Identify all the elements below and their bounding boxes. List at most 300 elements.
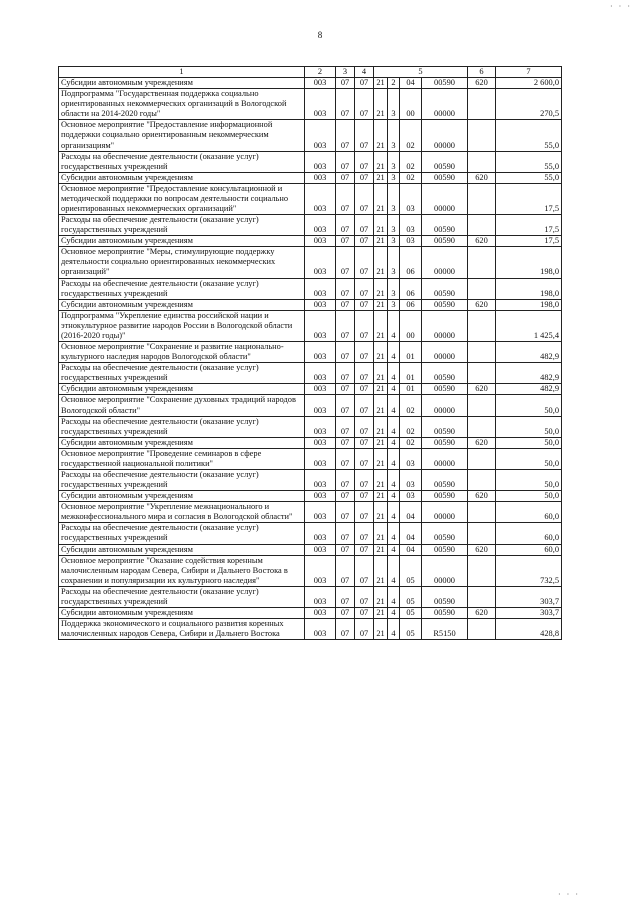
cell-event: 03 [400, 491, 422, 502]
row-name: Основное мероприятие "Проведение семинаров в сфере государственной национальной политики" [59, 448, 305, 469]
cell-article: 00590 [422, 523, 468, 544]
cell-pr: 07 [355, 310, 374, 341]
cell-pr: 07 [355, 586, 374, 607]
cell-target-program: 21 [374, 395, 388, 416]
cell-event: 03 [400, 469, 422, 490]
cell-target-program: 21 [374, 342, 388, 363]
cell-article: 00590 [422, 215, 468, 236]
cell-article: 00590 [422, 172, 468, 183]
cell-pr: 07 [355, 523, 374, 544]
cell-target-program: 21 [374, 384, 388, 395]
row-name: Основное мероприятие "Оказание содействия коренным малочисленным народам Севера, Сибири и Дальнего Востока в сохранении и популяризации их культурного наследия" [59, 555, 305, 586]
cell-event: 02 [400, 151, 422, 172]
cell-vr: 620 [468, 78, 496, 89]
table-row [59, 120, 562, 151]
cell-ved: 003 [305, 384, 336, 395]
cell-sum: 482,9 [496, 384, 562, 395]
cell-ved: 003 [305, 491, 336, 502]
row-name: Расходы на обеспечение деятельности (оказание услуг) государственных учреждений [59, 215, 305, 236]
table-row [59, 416, 562, 437]
cell-rz: 07 [336, 544, 355, 555]
row-name: Основное мероприятие "Меры, стимулирующие поддержку деятельности социально ориентированных некоммерческих организаций" [59, 247, 305, 278]
cell-ved: 003 [305, 236, 336, 247]
page-number: 8 [317, 30, 323, 40]
cell-vr [468, 523, 496, 544]
row-name: Субсидии автономным учреждениям [59, 491, 305, 502]
cell-pr: 07 [355, 247, 374, 278]
cell-rz: 07 [336, 363, 355, 384]
cell-ved: 003 [305, 151, 336, 172]
cell-pr: 07 [355, 363, 374, 384]
cell-subprogram: 4 [388, 448, 400, 469]
cell-article: 00590 [422, 384, 468, 395]
cell-subprogram: 4 [388, 544, 400, 555]
table-row [59, 586, 562, 607]
cell-article: 00590 [422, 416, 468, 437]
table-row [59, 502, 562, 523]
cell-vr [468, 310, 496, 341]
cell-subprogram: 3 [388, 215, 400, 236]
scan-corner-mark: · · · [610, 2, 632, 11]
table-header-row [59, 67, 562, 78]
cell-ved: 003 [305, 523, 336, 544]
table-row [59, 384, 562, 395]
row-name: Субсидии автономным учреждениям [59, 437, 305, 448]
cell-pr: 07 [355, 607, 374, 618]
cell-sum: 60,0 [496, 502, 562, 523]
cell-vr [468, 502, 496, 523]
cell-event: 02 [400, 416, 422, 437]
cell-sum: 428,8 [496, 619, 562, 640]
cell-subprogram: 4 [388, 607, 400, 618]
cell-target-program: 21 [374, 236, 388, 247]
table-row [59, 247, 562, 278]
row-name: Основное мероприятие "Сохранение и развитие национально-культурного наследия народов Вологодской области" [59, 342, 305, 363]
cell-subprogram: 4 [388, 502, 400, 523]
cell-sum: 732,5 [496, 555, 562, 586]
cell-target-program: 21 [374, 586, 388, 607]
cell-pr: 07 [355, 78, 374, 89]
cell-vr: 620 [468, 384, 496, 395]
cell-vr [468, 342, 496, 363]
cell-pr: 07 [355, 236, 374, 247]
cell-sum: 60,0 [496, 544, 562, 555]
cell-pr: 07 [355, 89, 374, 120]
cell-vr: 620 [468, 299, 496, 310]
cell-ved: 003 [305, 395, 336, 416]
cell-subprogram: 3 [388, 236, 400, 247]
cell-article: 00000 [422, 247, 468, 278]
cell-vr [468, 416, 496, 437]
cell-article: 00000 [422, 395, 468, 416]
cell-rz: 07 [336, 78, 355, 89]
cell-article: 00590 [422, 491, 468, 502]
cell-ved: 003 [305, 586, 336, 607]
cell-target-program: 21 [374, 310, 388, 341]
table-row [59, 544, 562, 555]
cell-article: 00000 [422, 555, 468, 586]
cell-sum: 270,5 [496, 89, 562, 120]
cell-event: 03 [400, 215, 422, 236]
header-col-pr: 4 [355, 67, 374, 78]
cell-event: 05 [400, 607, 422, 618]
header-col-vr: 6 [468, 67, 496, 78]
cell-ved: 003 [305, 448, 336, 469]
cell-subprogram: 4 [388, 586, 400, 607]
row-name: Субсидии автономным учреждениям [59, 384, 305, 395]
cell-vr [468, 448, 496, 469]
cell-ved: 003 [305, 215, 336, 236]
cell-event: 06 [400, 247, 422, 278]
cell-article: 00000 [422, 502, 468, 523]
cell-event: 03 [400, 448, 422, 469]
cell-event: 06 [400, 299, 422, 310]
row-name: Поддержка экономического и социального развития коренных малочисленных народов Севера, Сибири и Дальнего Востока [59, 619, 305, 640]
cell-article: 00590 [422, 78, 468, 89]
cell-vr [468, 215, 496, 236]
cell-event: 04 [400, 544, 422, 555]
cell-article: 00590 [422, 278, 468, 299]
cell-pr: 07 [355, 120, 374, 151]
table-row [59, 172, 562, 183]
cell-vr: 620 [468, 544, 496, 555]
cell-rz: 07 [336, 395, 355, 416]
cell-rz: 07 [336, 491, 355, 502]
cell-sum: 482,9 [496, 342, 562, 363]
cell-article: 00590 [422, 469, 468, 490]
cell-ved: 003 [305, 342, 336, 363]
cell-target-program: 21 [374, 278, 388, 299]
cell-rz: 07 [336, 416, 355, 437]
cell-rz: 07 [336, 469, 355, 490]
cell-sum: 55,0 [496, 172, 562, 183]
row-name: Субсидии автономным учреждениям [59, 236, 305, 247]
table-row [59, 236, 562, 247]
cell-sum: 2 600,0 [496, 78, 562, 89]
cell-event: 02 [400, 437, 422, 448]
cell-rz: 07 [336, 89, 355, 120]
cell-article: 00000 [422, 448, 468, 469]
cell-pr: 07 [355, 555, 374, 586]
cell-sum: 198,0 [496, 299, 562, 310]
cell-sum: 50,0 [496, 395, 562, 416]
cell-rz: 07 [336, 437, 355, 448]
cell-target-program: 21 [374, 544, 388, 555]
cell-article: 00590 [422, 363, 468, 384]
cell-ved: 003 [305, 555, 336, 586]
cell-subprogram: 3 [388, 183, 400, 214]
cell-sum: 55,0 [496, 120, 562, 151]
row-name: Субсидии автономным учреждениям [59, 172, 305, 183]
cell-article: R5150 [422, 619, 468, 640]
cell-event: 01 [400, 384, 422, 395]
cell-target-program: 21 [374, 416, 388, 437]
cell-event: 04 [400, 502, 422, 523]
table-body [59, 78, 562, 640]
cell-event: 06 [400, 278, 422, 299]
cell-ved: 003 [305, 619, 336, 640]
cell-rz: 07 [336, 299, 355, 310]
cell-pr: 07 [355, 395, 374, 416]
cell-event: 05 [400, 586, 422, 607]
row-name: Субсидии автономным учреждениям [59, 607, 305, 618]
table-row [59, 491, 562, 502]
cell-sum: 17,5 [496, 215, 562, 236]
cell-target-program: 21 [374, 502, 388, 523]
table-row [59, 310, 562, 341]
cell-article: 00590 [422, 437, 468, 448]
cell-pr: 07 [355, 448, 374, 469]
cell-subprogram: 3 [388, 151, 400, 172]
cell-pr: 07 [355, 469, 374, 490]
cell-ved: 003 [305, 544, 336, 555]
cell-vr: 620 [468, 491, 496, 502]
row-name: Расходы на обеспечение деятельности (оказание услуг) государственных учреждений [59, 151, 305, 172]
cell-event: 01 [400, 342, 422, 363]
table-row [59, 363, 562, 384]
cell-vr [468, 469, 496, 490]
cell-ved: 003 [305, 183, 336, 214]
cell-target-program: 21 [374, 448, 388, 469]
cell-target-program: 21 [374, 183, 388, 214]
cell-subprogram: 2 [388, 78, 400, 89]
cell-rz: 07 [336, 247, 355, 278]
cell-vr [468, 120, 496, 151]
cell-target-program: 21 [374, 89, 388, 120]
header-col-ved: 2 [305, 67, 336, 78]
cell-vr [468, 183, 496, 214]
cell-rz: 07 [336, 120, 355, 151]
cell-event: 00 [400, 310, 422, 341]
cell-ved: 003 [305, 416, 336, 437]
cell-target-program: 21 [374, 299, 388, 310]
table-row [59, 342, 562, 363]
cell-rz: 07 [336, 384, 355, 395]
cell-target-program: 21 [374, 491, 388, 502]
cell-sum: 17,5 [496, 236, 562, 247]
table-row [59, 183, 562, 214]
cell-subprogram: 4 [388, 619, 400, 640]
table-row [59, 215, 562, 236]
cell-article: 00590 [422, 586, 468, 607]
cell-sum: 50,0 [496, 448, 562, 469]
row-name: Субсидии автономным учреждениям [59, 299, 305, 310]
cell-pr: 07 [355, 183, 374, 214]
cell-event: 03 [400, 183, 422, 214]
cell-rz: 07 [336, 151, 355, 172]
cell-vr: 620 [468, 236, 496, 247]
cell-sum: 303,7 [496, 586, 562, 607]
cell-rz: 07 [336, 586, 355, 607]
cell-vr [468, 278, 496, 299]
cell-subprogram: 3 [388, 120, 400, 151]
row-name: Расходы на обеспечение деятельности (оказание услуг) государственных учреждений [59, 523, 305, 544]
cell-ved: 003 [305, 363, 336, 384]
cell-rz: 07 [336, 607, 355, 618]
cell-target-program: 21 [374, 120, 388, 151]
row-name: Расходы на обеспечение деятельности (оказание услуг) государственных учреждений [59, 363, 305, 384]
cell-rz: 07 [336, 448, 355, 469]
cell-event: 02 [400, 395, 422, 416]
cell-pr: 07 [355, 544, 374, 555]
cell-subprogram: 3 [388, 299, 400, 310]
cell-article: 00590 [422, 299, 468, 310]
budget-table [58, 66, 562, 640]
cell-ved: 003 [305, 469, 336, 490]
cell-rz: 07 [336, 523, 355, 544]
cell-event: 04 [400, 78, 422, 89]
cell-subprogram: 3 [388, 89, 400, 120]
table-row [59, 448, 562, 469]
cell-target-program: 21 [374, 607, 388, 618]
row-name: Основное мероприятие "Укрепление межнационального и межконфессионального мира и согласия в Вологодской области" [59, 502, 305, 523]
cell-ved: 003 [305, 120, 336, 151]
cell-subprogram: 4 [388, 555, 400, 586]
cell-event: 03 [400, 236, 422, 247]
cell-ved: 003 [305, 247, 336, 278]
cell-event: 01 [400, 363, 422, 384]
table-row [59, 523, 562, 544]
cell-sum: 198,0 [496, 247, 562, 278]
cell-target-program: 21 [374, 437, 388, 448]
header-col-sum: 7 [496, 67, 562, 78]
row-name: Основное мероприятие "Предоставление консультационной и методической поддержки по вопросам деятельности социально ориентированных некоммерческих организаций" [59, 183, 305, 214]
cell-vr [468, 555, 496, 586]
cell-article: 00000 [422, 310, 468, 341]
header-col-name: 1 [59, 67, 305, 78]
cell-sum: 50,0 [496, 437, 562, 448]
cell-rz: 07 [336, 310, 355, 341]
cell-rz: 07 [336, 183, 355, 214]
cell-article: 00000 [422, 342, 468, 363]
row-name: Расходы на обеспечение деятельности (оказание услуг) государственных учреждений [59, 278, 305, 299]
cell-event: 05 [400, 555, 422, 586]
cell-event: 02 [400, 120, 422, 151]
cell-subprogram: 4 [388, 416, 400, 437]
cell-pr: 07 [355, 619, 374, 640]
cell-vr [468, 395, 496, 416]
cell-pr: 07 [355, 416, 374, 437]
cell-article: 00000 [422, 183, 468, 214]
cell-target-program: 21 [374, 363, 388, 384]
cell-vr [468, 151, 496, 172]
row-name: Основное мероприятие "Предоставление информационной поддержки социально ориентированным некоммерческим организациям" [59, 120, 305, 151]
cell-sum: 50,0 [496, 416, 562, 437]
row-name: Субсидии автономным учреждениям [59, 544, 305, 555]
cell-vr [468, 586, 496, 607]
cell-ved: 003 [305, 278, 336, 299]
cell-event: 02 [400, 172, 422, 183]
table-row [59, 151, 562, 172]
table-row [59, 555, 562, 586]
cell-article: 00000 [422, 89, 468, 120]
cell-pr: 07 [355, 299, 374, 310]
cell-rz: 07 [336, 278, 355, 299]
cell-ved: 003 [305, 299, 336, 310]
cell-rz: 07 [336, 555, 355, 586]
cell-rz: 07 [336, 172, 355, 183]
cell-subprogram: 4 [388, 384, 400, 395]
row-name: Основное мероприятие "Сохранение духовных традиций народов Вологодской области" [59, 395, 305, 416]
table-row [59, 278, 562, 299]
cell-ved: 003 [305, 607, 336, 618]
cell-sum: 198,0 [496, 278, 562, 299]
cell-rz: 07 [336, 342, 355, 363]
cell-article: 00590 [422, 544, 468, 555]
header-col-target: 5 [374, 67, 468, 78]
row-name: Расходы на обеспечение деятельности (оказание услуг) государственных учреждений [59, 469, 305, 490]
cell-subprogram: 3 [388, 247, 400, 278]
cell-pr: 07 [355, 491, 374, 502]
row-name: Подпрограмма "Укрепление единства российской нации и этнокультурное развитие народов России в Вологодской области (2016-2020 годы)" [59, 310, 305, 341]
cell-target-program: 21 [374, 151, 388, 172]
cell-subprogram: 4 [388, 523, 400, 544]
cell-target-program: 21 [374, 215, 388, 236]
cell-article: 00590 [422, 236, 468, 247]
cell-sum: 60,0 [496, 523, 562, 544]
cell-ved: 003 [305, 172, 336, 183]
cell-article: 00000 [422, 120, 468, 151]
cell-subprogram: 3 [388, 172, 400, 183]
cell-target-program: 21 [374, 469, 388, 490]
cell-target-program: 21 [374, 172, 388, 183]
cell-rz: 07 [336, 215, 355, 236]
cell-target-program: 21 [374, 619, 388, 640]
cell-sum: 17,5 [496, 183, 562, 214]
cell-pr: 07 [355, 437, 374, 448]
cell-pr: 07 [355, 151, 374, 172]
table-row [59, 395, 562, 416]
cell-subprogram: 4 [388, 342, 400, 363]
cell-sum: 1 425,4 [496, 310, 562, 341]
cell-rz: 07 [336, 236, 355, 247]
cell-rz: 07 [336, 619, 355, 640]
cell-vr [468, 619, 496, 640]
cell-subprogram: 4 [388, 395, 400, 416]
cell-sum: 55,0 [496, 151, 562, 172]
cell-vr [468, 247, 496, 278]
row-name: Расходы на обеспечение деятельности (оказание услуг) государственных учреждений [59, 586, 305, 607]
scan-corner-mark: · · · [558, 890, 580, 899]
cell-ved: 003 [305, 89, 336, 120]
cell-article: 00590 [422, 607, 468, 618]
cell-pr: 07 [355, 172, 374, 183]
cell-pr: 07 [355, 215, 374, 236]
table-row [59, 89, 562, 120]
cell-ved: 003 [305, 78, 336, 89]
cell-target-program: 21 [374, 555, 388, 586]
cell-vr: 620 [468, 607, 496, 618]
header-col-rz: 3 [336, 67, 355, 78]
cell-subprogram: 4 [388, 491, 400, 502]
table-row [59, 437, 562, 448]
cell-pr: 07 [355, 278, 374, 299]
cell-subprogram: 4 [388, 310, 400, 341]
cell-event: 04 [400, 523, 422, 544]
cell-sum: 482,9 [496, 363, 562, 384]
cell-event: 00 [400, 89, 422, 120]
cell-ved: 003 [305, 437, 336, 448]
cell-target-program: 21 [374, 247, 388, 278]
cell-sum: 50,0 [496, 491, 562, 502]
cell-vr: 620 [468, 172, 496, 183]
cell-sum: 50,0 [496, 469, 562, 490]
cell-sum: 303,7 [496, 607, 562, 618]
cell-ved: 003 [305, 310, 336, 341]
cell-pr: 07 [355, 384, 374, 395]
cell-subprogram: 4 [388, 437, 400, 448]
table-row [59, 469, 562, 490]
